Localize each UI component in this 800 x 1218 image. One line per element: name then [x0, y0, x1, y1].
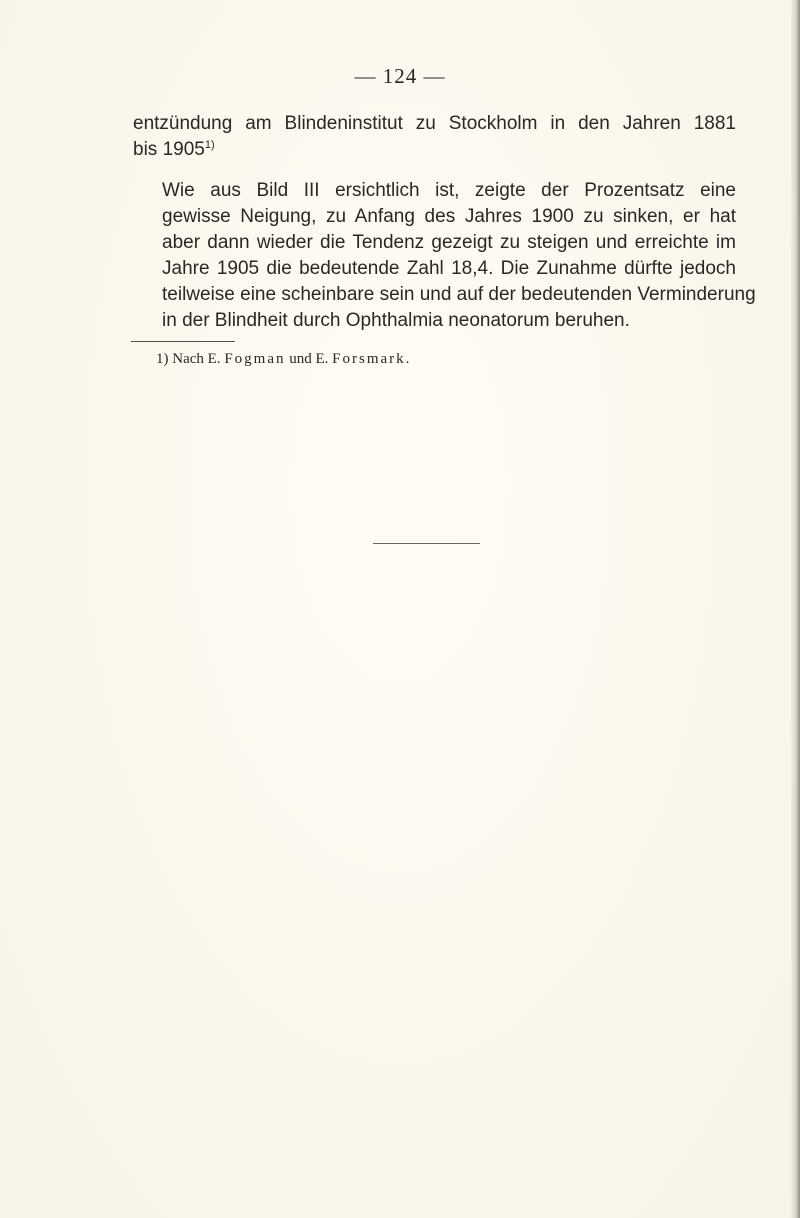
- footnote-middle: und E.: [289, 351, 329, 367]
- paragraph-2: [133, 178, 756, 334]
- paragraph-1-line-1: entzündung am Blindeninstitut zu Stockholm in den Jahren 1881: [133, 113, 736, 134]
- paragraph-2-line-6: in der Blindheit durch Ophthalmia neonatorum beruhen.: [162, 310, 630, 331]
- end-divider: [373, 543, 480, 544]
- paragraph-1-line-2: [133, 137, 736, 163]
- paragraph-2-line-4: Jahre 1905 die bedeutende Zahl 18,4. Die Zunahme dürfte jedoch: [162, 258, 736, 279]
- footnote-prefix: Nach E.: [172, 351, 221, 367]
- page-edge-shadow: [790, 0, 800, 1218]
- paragraph-2-line-5: teilweise eine scheinbare sein und auf der bedeutenden Verminderung: [162, 284, 756, 305]
- footnote-reference: 1): [204, 139, 215, 151]
- paragraph-1: [133, 111, 736, 163]
- paragraph-1-line-2-text: bis 1905: [133, 139, 205, 160]
- footnote-marker: 1): [156, 351, 169, 367]
- footnote: [156, 349, 411, 369]
- paragraph-2-line-2: gewisse Neigung, zu Anfang des Jahres 1900 zu sinken, er hat: [162, 206, 736, 227]
- paragraph-2-line-3: aber dann wieder die Tendenz gezeigt zu steigen und erreichte im: [162, 232, 736, 253]
- footnote-author-2: Forsmark.: [332, 351, 412, 367]
- page-number: — 124 —: [354, 64, 446, 88]
- footnote-author-1: Fogman: [224, 351, 286, 367]
- footnote-divider: [131, 341, 235, 342]
- paragraph-2-line-1: Wie aus Bild III ersichtlich ist, zeigte der Prozentsatz eine: [162, 180, 736, 201]
